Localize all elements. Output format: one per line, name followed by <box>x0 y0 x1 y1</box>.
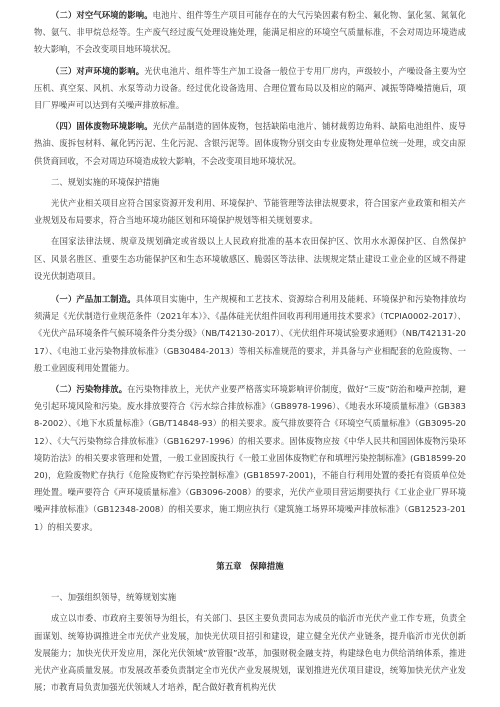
paragraph-solid-waste-impact <box>34 118 466 170</box>
paragraph-pollutant-discharge <box>34 381 466 536</box>
paragraph-text: 在国家法律法规、规章及规划确定或省级以上人民政府批准的基本农田保护区、饮用水水源保护区、自然保护区、风景名胜区、重要生态功能保护区和生态环境敏感区、脆弱区等法律、法规规定禁止建设工业企业的区域不得建设光伏制造项目。 <box>34 236 466 281</box>
paragraph-text: 光伏产品制造的固体废物，包括缺陷电池片、铺材裁剪边角料、缺陷电池组件、废导热油、废拆包材料、氟化钙污泥、生化污泥、含银污泥等。固体废物分别交由专业废物处理单位统一处理，或交由原供货商回收，不会对周边环境造成较大影响，不会改变项目地环境状况。 <box>34 121 466 166</box>
paragraph-text: 在污染物排放上，光伏产业要严格落实环境影响评价制度，做好“三废”防治和噪声控制，避免引起环境风险和污染。废水排放要符合《污水综合排放标准》（GB8978-1996）、《地表水环境质量标准》（GB3838-2002）、《地下水质量标准》（GB/T14848-93）的相关要求。废气排放要符合《环境空气质量标准》（GB3095-2012）、《大气污染物综合排放标准》（GB16297-1996）的相关要求。固体废物应按《中华人民共和国固体废物污染环境防治法》的相关要求管理和处置，一般工业固废执行《一般工业固体废物贮存和填埋污染控制标准》(GB18599-2020)，危险废物贮存执行《危险废物贮存污染控制标准》(GB18597-2001)，不能自行利用处置的委托有资质单位处理处置。噪声要符合《声环境质量标准》（GB3096-2008）的要求，光伏产业项目营运期要执行《工业企业厂界环境噪声排放标准》（GB12348-2008）的相关要求，施工期应执行《建筑施工场界环境噪声排放标准》（GB12523-2011）的相关要求。 <box>34 384 467 532</box>
paragraph-noise-impact <box>34 63 466 115</box>
paragraph-text: 光伏电池片、组件等生产加工设备一般位于专用厂房内，声级较小，产噪设备主要为空压机、真空泵、风机、水泵等动力设备。经过优化设备选用、合理位置布局以及相应的隔声、减振等降噪措施后，项目厂界噪声可以达到有关噪声排放标准。 <box>34 65 467 111</box>
section-heading-leadership <box>34 589 466 606</box>
chapter-title: 第五章 保障措施 <box>216 560 284 571</box>
paragraph-lead: （二）污染物排放。 <box>51 384 128 395</box>
paragraph-prohibited-areas <box>34 233 466 285</box>
heading-text: 一、加强组织领导，统筹规划实施 <box>51 592 177 603</box>
heading-text: 二、规划实施的环境保护措施 <box>51 176 160 187</box>
paragraph-policy-compliance <box>34 195 466 229</box>
paragraph-text: 成立以市委、市政府主要领导为组长，有关部门、县区主要负责同志为成员的临沂市光伏产业工作专班，负责全面谋划、统筹协调推进全市光伏产业发展，加快光伏项目招引和建设，建立健全光伏产业链条，提升临沂市光伏创新发展能力；加快光伏开发应用，深化光伏领域“放管服”改革，加强财税金融支持，构建绿色电力供给消纳体系，推进光伏产业高质量发展。市发展改革委负责制定全市光伏产业发展规划，谋划推进光伏项目建设，统筹加快光伏产业发展；市教育局负责加强光伏领域人才培养，配合做好教育机构光伏 <box>34 613 466 693</box>
paragraph-product-manufacturing <box>34 291 466 377</box>
paragraph-lead: （四）固体废物环境影响。 <box>51 121 153 132</box>
paragraph-text: 电池片、组件等生产项目可能存在的大气污染因素有粉尘、氟化物、氯化氢、氮氧化物、氨气、非甲烷总烃等。生产废气经过废气处理设施处理，能满足相应的环境空气质量标准，不会对周边环境造成较大影响，不会改变项目地环境状况。 <box>34 10 466 55</box>
paragraph-lead: （一）产品加工制造。 <box>51 294 136 305</box>
paragraph-task-force <box>34 610 466 696</box>
section-heading-measures <box>34 174 466 191</box>
paragraph-text: 光伏产业相关项目应符合国家资源开发利用、环境保护、节能管理等法律法规要求，符合国家产业政策和相关产业规划及布局要求，符合当地环境功能区划和环境保护规划等相关规划要求。 <box>34 198 466 226</box>
paragraph-text: 具体项目实施中，生产规模和工艺技术、资源综合利用及能耗、环境保护和污染物排放均须满足《光伏制造行业规范条件（2021年本）》、《晶体硅光伏组件回收再利用通用技术要求》（TCPIA0002-2017）、《光伏产品环境条件气候环境条件分类分级》（NB/T42130-2017）、《光伏组件环境试验要求通则》（NB/T42131-2017）、《电池工业污染物排放标准》（GB30484-2013）等相关标准规范的要求，并具备与产业相配套的危险废物、一般工业固废利用处置能力。 <box>34 294 466 373</box>
paragraph-air-impact <box>34 7 466 59</box>
paragraph-lead: （二）对空气环境的影响。 <box>51 10 153 20</box>
paragraph-lead: （三）对声环境的影响。 <box>51 65 145 76</box>
